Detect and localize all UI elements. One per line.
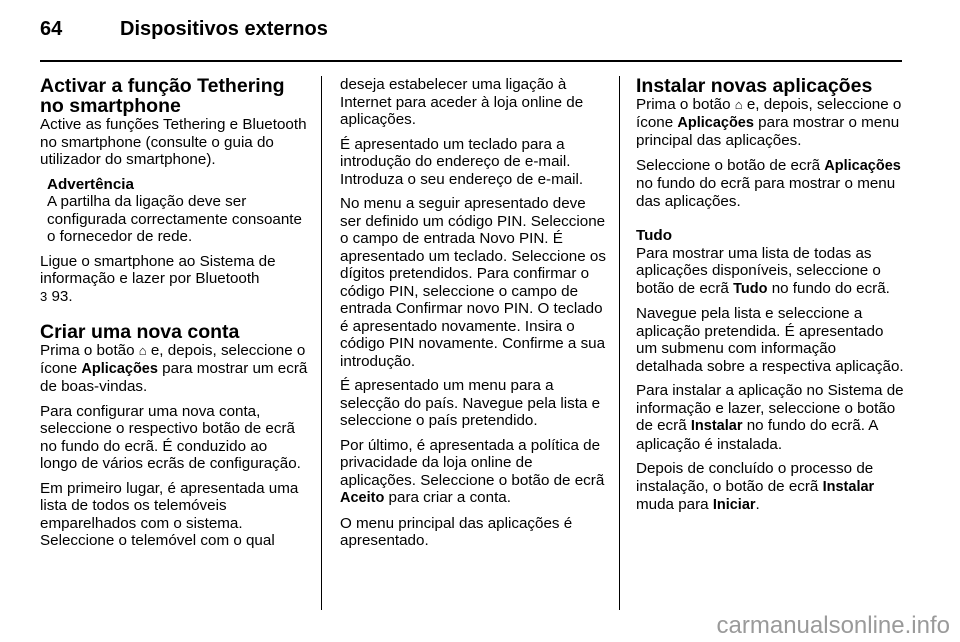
page-header — [40, 18, 902, 54]
paragraph: É apresentado um menu para a selecção do país. Navegue pela lista e seleccione o país pretendido. — [340, 377, 601, 429]
column-2 — [340, 76, 608, 557]
section-heading-tethering: Activar a função Tethering no smartphone — [40, 75, 285, 117]
ui-term-apps: Aplicações — [824, 157, 901, 174]
ui-term-start: Iniciar — [712, 497, 756, 513]
paragraph: O menu principal das aplicações é apresentado. — [340, 514, 573, 549]
watermark: carmanualsonline.info — [716, 612, 950, 639]
page-reference-icon: 3 — [40, 288, 48, 304]
home-icon: ⌂ — [138, 343, 147, 358]
paragraph: No menu a seguir apresentado deve ser definido um código PIN. Seleccione o campo de entrada Novo PIN. É apresentado um teclado. Seleccione os dígitos pretendidos. Para confirmar o código PIN, seleccione o campo de entrada Confirmar novo PIN. O teclado é apresentado novamente. Insira o código PIN novamente. Confirme a sua introdução. — [340, 195, 606, 370]
section-heading-new-account: Criar uma nova conta — [40, 321, 240, 343]
ui-term-install: Instalar — [822, 478, 875, 495]
page-reference: 93. — [47, 287, 73, 305]
paragraph: Active as funções Tethering e Bluetooth no smartphone (consulte o guia do utilizador do smartphone). — [40, 116, 307, 168]
paragraph: Prima o botão ⌂ e, depois, seleccione o ícone Aplicações para mostrar o menu principal das aplicações. — [636, 96, 902, 149]
paragraph: Depois de concluído o processo de instalação, o botão de ecrã Instalar muda para Iniciar. — [636, 460, 875, 513]
column-divider — [321, 76, 322, 610]
paragraph: Seleccione o botão de ecrã Aplicações no fundo do ecrã para mostrar o menu das aplicações. — [636, 156, 901, 210]
column-3 — [636, 76, 906, 522]
warning-note — [40, 176, 308, 246]
paragraph: deseja estabelecer uma ligação à Internet para aceder à loja online de aplicações. — [340, 76, 584, 128]
paragraph: Por último, é apresentada a política de privacidade da loja online de aplicações. Seleccione o botão de ecrã Aceito para criar a conta. — [340, 436, 605, 506]
column-1 — [40, 76, 308, 557]
paragraph: Prima o botão ⌂ e, depois, seleccione o ícone Aplicações para mostrar um ecrã de boas-vindas. — [40, 342, 308, 395]
subsection-heading-all: Tudo — [636, 227, 672, 244]
warning-text: A partilha da ligação deve ser configurada correctamente consoante o fornecedor de rede. — [47, 193, 302, 245]
ui-term-apps: Aplicações — [677, 114, 754, 131]
paragraph: Em primeiro lugar, é apresentada uma lista de todos os telemóveis emparelhados com o sistema. Seleccione o telemóvel com o qual — [40, 479, 299, 549]
warning-title: Advertência — [47, 175, 134, 193]
paragraph: Para configurar uma nova conta, seleccione o respectivo botão de ecrã no fundo do ecrã. É conduzido ao longo de vários ecrãs de configuração. — [40, 402, 301, 472]
section-heading-install-apps: Instalar novas aplicações — [636, 75, 873, 97]
ui-term-all: Tudo — [733, 280, 768, 297]
ui-term-install: Instalar — [690, 418, 743, 434]
paragraph: Ligue o smartphone ao Sistema de informação e lazer por Bluetooth 3 93. — [40, 252, 276, 305]
home-icon: ⌂ — [734, 97, 743, 112]
column-divider — [619, 76, 620, 610]
paragraph: Navegue pela lista e seleccione a aplicação pretendida. É apresentado um submenu com informação detalhada sobre a respectiva aplicação. — [636, 305, 904, 375]
paragraph: Para instalar a aplicação no Sistema de informação e lazer, seleccione o botão de ecrã Instalar no fundo do ecrã. A aplicação é instalada. — [636, 382, 904, 453]
page-number: 64 — [40, 18, 63, 40]
ui-term-accept: Aceito — [340, 490, 385, 506]
header-rule — [40, 60, 902, 62]
chapter-title: Dispositivos externos — [120, 18, 328, 40]
ui-term-apps: Aplicações — [81, 360, 158, 377]
paragraph: Para mostrar uma lista de todas as aplicações disponíveis, seleccione o botão de ecrã Tudo no fundo do ecrã. — [636, 244, 890, 297]
paragraph: É apresentado um teclado para a introdução do endereço de e-mail. Introduza o seu endereço de e-mail. — [340, 135, 584, 188]
